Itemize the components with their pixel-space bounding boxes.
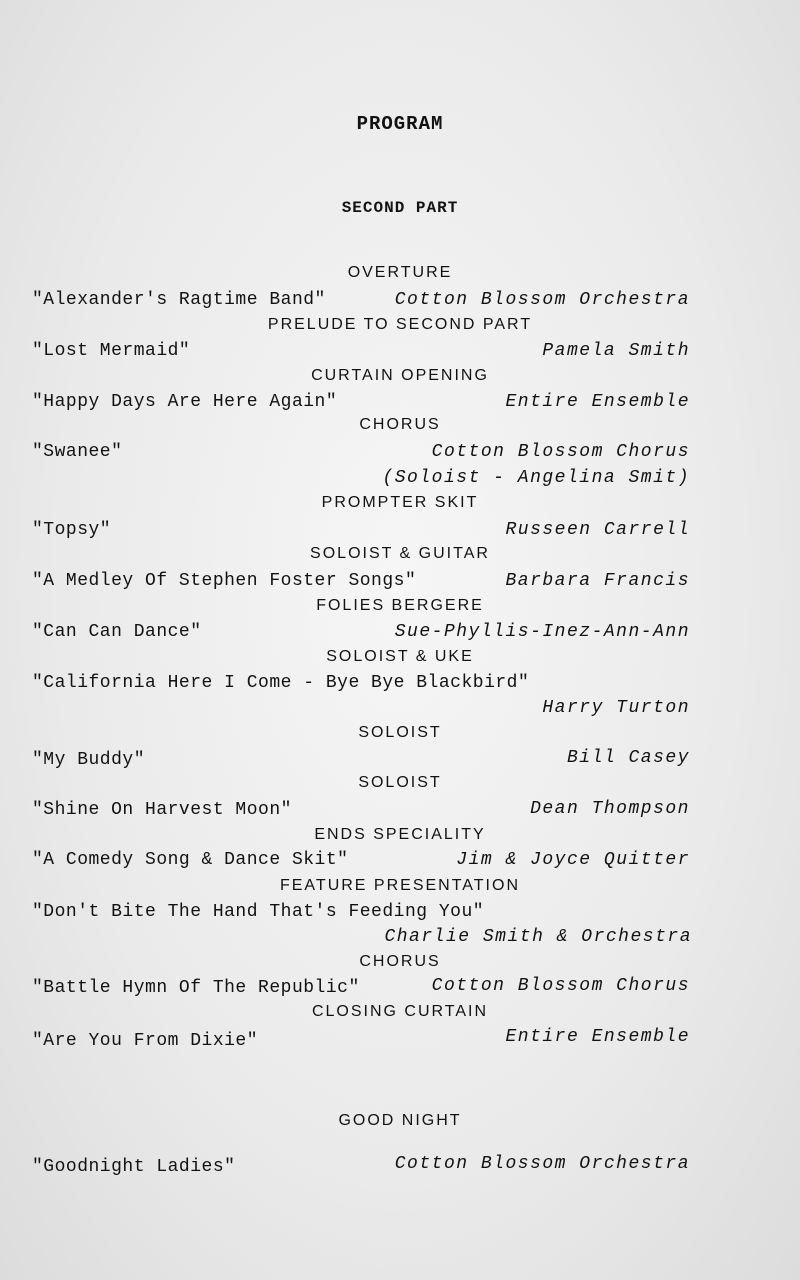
section-heading: SOLOIST [358,724,442,741]
section-heading: OVERTURE [347,264,453,281]
song-title: "A Medley Of Stephen Foster Songs" [32,571,417,591]
song-title: "Swanee" [32,442,123,462]
performer: Entire Ensemble [505,392,690,412]
song-title: "My Buddy" [32,750,146,770]
song-title: "Topsy" [32,520,112,540]
part-title: SECOND PART [341,199,459,217]
song-title: "Are You From Dixie" [32,1031,259,1051]
section-heading: CHORUS [359,416,441,433]
song-title: "California Here I Come - Bye Bye Blackbird" [32,673,530,693]
performer: Charlie Smith & Orchestra [384,927,692,947]
performer: Dean Thompson [530,799,690,819]
performer: Cotton Blossom Orchestra [394,1154,690,1174]
section-heading: CHORUS [359,953,441,970]
performer: Barbara Francis [505,571,690,591]
performer: Russeen Carrell [505,520,690,540]
performer: Cotton Blossom Chorus [431,442,690,462]
section-heading: PRELUDE TO SECOND PART [267,316,533,333]
section-heading: CURTAIN OPENING [311,367,489,384]
song-title: "Shine On Harvest Moon" [32,800,292,820]
section-heading: SOLOIST [358,774,442,791]
performer: Pamela Smith [542,341,690,361]
section-heading: FEATURE PRESENTATION [279,877,520,894]
song-title: "Can Can Dance" [32,622,202,642]
song-title: "Don't Bite The Hand That's Feeding You" [32,902,485,922]
performer: Harry Turton [542,698,690,718]
song-title: "Lost Mermaid" [32,341,191,361]
soloist-note: (Soloist - Angelina Smit) [382,468,690,488]
section-heading: GOOD NIGHT [338,1112,462,1129]
section-heading: SOLOIST & UKE [326,648,474,665]
performer: Entire Ensemble [505,1027,690,1047]
section-heading: ENDS SPECIALITY [314,826,486,843]
song-title: "Happy Days Are Here Again" [32,392,338,412]
section-heading: SOLOIST & GUITAR [310,545,490,562]
performer: Jim & Joyce Quitter [456,850,690,870]
performer: Cotton Blossom Chorus [431,976,690,996]
section-heading: CLOSING CURTAIN [311,1003,489,1020]
section-heading: PROMPTER SKIT [321,494,479,511]
song-title: "Goodnight Ladies" [32,1157,236,1177]
section-heading: FOLIES BERGERE [316,597,484,614]
song-title: "Battle Hymn Of The Republic" [32,978,360,998]
performer: Sue-Phyllis-Inez-Ann-Ann [394,622,690,642]
program-title: PROGRAM [356,113,444,135]
performer: Bill Casey [566,748,690,768]
song-title: "A Comedy Song & Dance Skit" [32,850,349,870]
performer: Cotton Blossom Orchestra [394,290,690,310]
song-title: "Alexander's Ragtime Band" [32,290,326,310]
